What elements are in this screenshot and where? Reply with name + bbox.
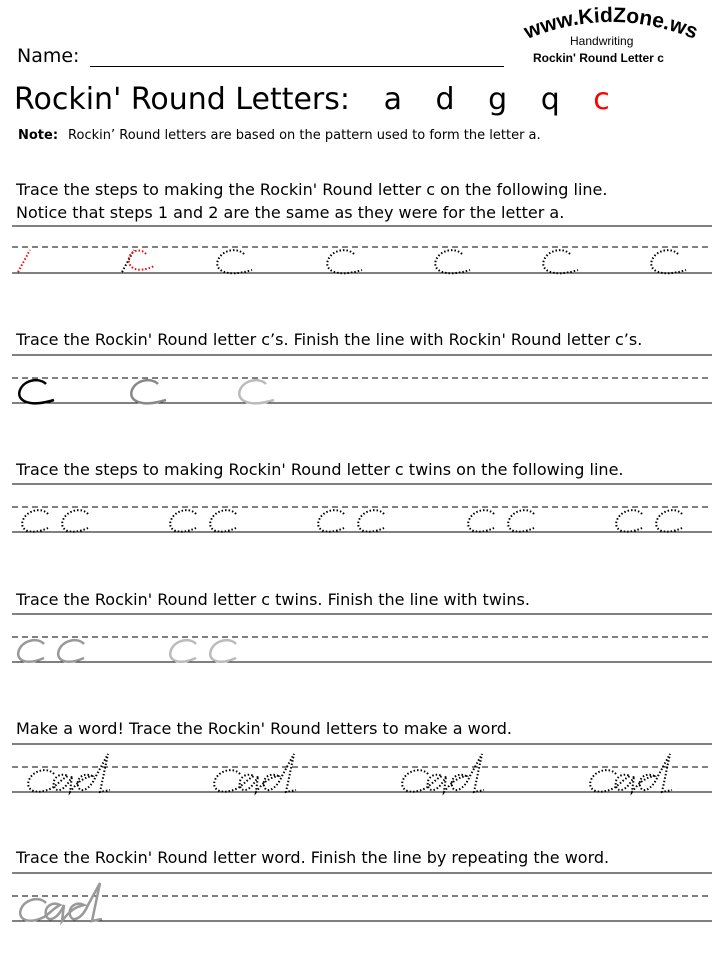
row-2-guidelines: [12, 355, 712, 403]
note-text: Rockin’ Round letters are based on the pattern used to form the letter a.: [68, 128, 541, 143]
instruction-1: Trace the steps to making the Rockin' Round letter c on the following line.: [16, 180, 608, 199]
step-2-stroke-a[interactable]: [122, 250, 134, 272]
trace-letter-c[interactable]: [543, 250, 578, 273]
instruction-3: Trace the steps to making Rockin' Round letter c twins on the following line.: [16, 460, 624, 479]
trace-word-cad-gray[interactable]: [20, 883, 102, 921]
trace-twins-cc[interactable]: [468, 510, 534, 532]
row-6-tracing: [20, 883, 102, 921]
trace-letter-c[interactable]: [651, 250, 686, 273]
trace-letter-c-light[interactable]: [239, 380, 274, 403]
title-letter-a: a: [383, 82, 402, 117]
instruction-4: Trace the Rockin' Round letter c twins. Finish the line with twins.: [16, 590, 530, 609]
trace-word-cad[interactable]: [214, 754, 296, 792]
title-letter-g: g: [488, 82, 508, 117]
row-3-guidelines: [12, 484, 712, 532]
trace-twins-cc[interactable]: [22, 510, 88, 532]
step-1-stroke[interactable]: [18, 250, 30, 272]
row-1-guidelines: [12, 226, 712, 273]
instruction-6: Trace the Rockin' Round letter word. Finish the line by repeating the word.: [16, 848, 610, 867]
step-2-stroke-b[interactable]: [129, 251, 154, 270]
row-2-tracing: [19, 380, 274, 403]
trace-twins-cc-gray[interactable]: [18, 640, 84, 662]
trace-letter-c[interactable]: [435, 250, 470, 273]
trace-letter-c-gray[interactable]: [131, 380, 166, 403]
trace-word-cad[interactable]: [402, 754, 484, 792]
note-label: Note:: [18, 128, 59, 143]
row-5-guidelines: [12, 744, 712, 792]
row-3-tracing: [22, 510, 682, 532]
logo-worksheet-title: Rockin' Round Letter c: [533, 51, 664, 65]
trace-word-cad[interactable]: [28, 754, 110, 792]
title-letter-d: d: [435, 82, 455, 117]
title-letter-q: q: [540, 82, 560, 117]
trace-twins-cc[interactable]: [170, 510, 236, 532]
logo-text: www.KidZone.ws: [520, 3, 702, 44]
title-text: Rockin' Round Letters:: [14, 82, 351, 117]
title-letter-c-highlighted: c: [593, 82, 610, 117]
trace-letter-c[interactable]: [327, 250, 362, 273]
row-1-tracing: [18, 250, 686, 273]
row-4-tracing: [18, 640, 236, 662]
logo-subtitle: Handwriting: [570, 34, 634, 48]
trace-twins-cc[interactable]: [616, 510, 682, 532]
model-letter-c[interactable]: [19, 380, 54, 403]
name-label: Name:: [17, 45, 80, 67]
row-6-guidelines: [12, 873, 712, 921]
trace-twins-cc[interactable]: [318, 510, 384, 532]
instruction-2: Trace the Rockin' Round letter c’s. Finish the line with Rockin' Round letter c’s.: [16, 330, 643, 349]
row-4-guidelines: [12, 614, 712, 662]
instruction-1b: Notice that steps 1 and 2 are the same as they were for the letter a.: [16, 203, 565, 222]
instruction-5: Make a word! Trace the Rockin' Round letters to make a word.: [16, 719, 513, 738]
step-3-letter-c[interactable]: [217, 250, 252, 273]
row-5-tracing: [28, 754, 672, 792]
trace-twins-cc-light[interactable]: [170, 640, 236, 662]
trace-word-cad[interactable]: [590, 754, 672, 792]
